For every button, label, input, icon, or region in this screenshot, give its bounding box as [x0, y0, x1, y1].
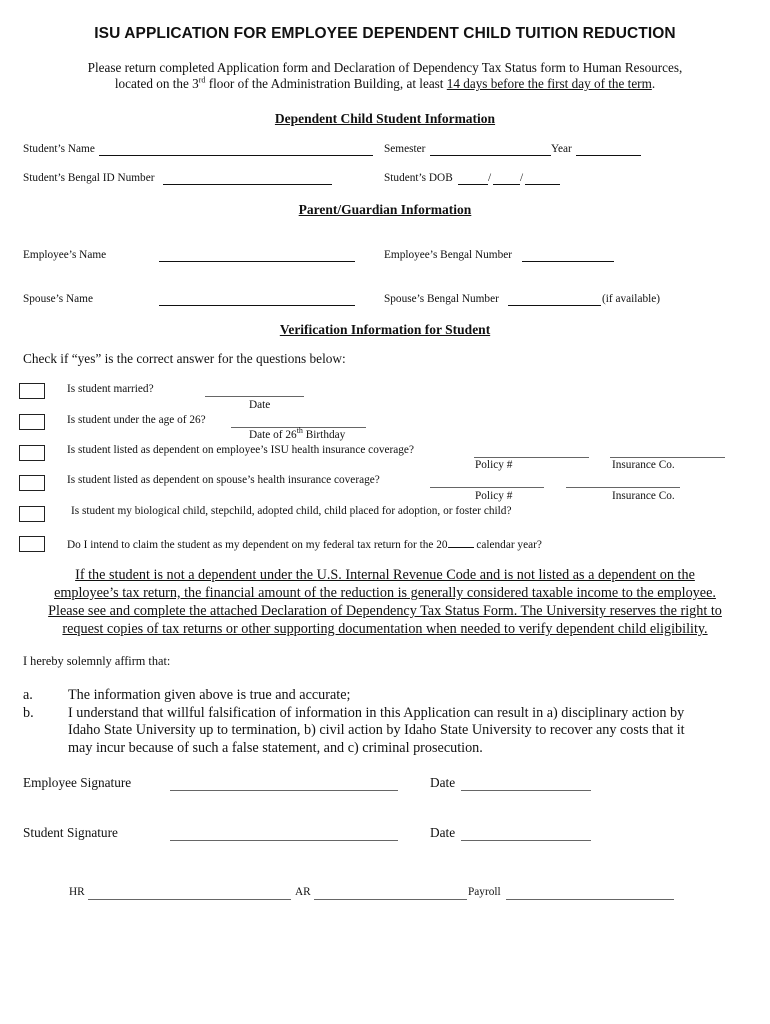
- section-parent-info: Parent/Guardian Information: [298, 202, 472, 217]
- married-date-caption: Date: [249, 399, 271, 411]
- employee-name-label: Employee’s Name: [23, 249, 107, 261]
- year-field[interactable]: [576, 155, 641, 156]
- employee-signature-field[interactable]: [170, 790, 398, 791]
- employee-bengal-field[interactable]: [522, 261, 614, 262]
- married-date-field[interactable]: [205, 396, 304, 397]
- spouse-insurance-checkbox[interactable]: [19, 475, 45, 491]
- affirm-intro: I hereby solemnly affirm that:: [23, 654, 171, 668]
- spouse-policy-field[interactable]: [430, 487, 544, 488]
- notice-line-2: employee’s tax return, the financial amount of the reduction is generally considered taxable income to the employee.: [54, 585, 716, 601]
- notice-line-4: request copies of tax returns or other supporting documentation when needed to verify dependent child eligibility.: [62, 621, 708, 637]
- section-verification: Verification Information for Student: [279, 322, 491, 337]
- payroll-field[interactable]: [506, 899, 674, 900]
- hr-field[interactable]: [88, 899, 291, 900]
- notice-line-1: If the student is not a dependent under the U.S. Internal Revenue Code and is not listed as a dependent on the: [75, 567, 695, 583]
- employee-insurance-checkbox[interactable]: [19, 445, 45, 461]
- year-label: Year: [551, 143, 572, 155]
- affirm-a-marker: a.: [23, 687, 33, 703]
- relationship-checkbox[interactable]: [19, 506, 45, 522]
- bengal-id-label: Student’s Bengal ID Number: [23, 172, 155, 184]
- tax-year-field[interactable]: [448, 536, 474, 548]
- employee-name-field[interactable]: [159, 261, 355, 262]
- affirm-a-text: The information given above is true and accurate;: [68, 687, 351, 703]
- q-spouse-insurance: Is student listed as dependent on spouse’s health insurance coverage?: [67, 474, 380, 486]
- intro-line-2: located on the 3rd floor of the Administration Building, at least 14 days before the first day of the term.: [114, 75, 656, 91]
- birthday-26-caption: Date of 26th Birthday: [249, 426, 346, 441]
- spouse-bengal-label: Spouse’s Bengal Number: [384, 293, 499, 305]
- student-name-label: Student’s Name: [23, 143, 95, 155]
- employee-policy-caption: Policy #: [475, 459, 513, 471]
- semester-field[interactable]: [430, 155, 551, 156]
- q-relationship: Is student my biological child, stepchild, adopted child, child placed for adoption, or foster child?: [71, 505, 512, 517]
- payroll-label: Payroll: [468, 886, 501, 898]
- q-employee-insurance: Is student listed as dependent on employee’s ISU health insurance coverage?: [67, 444, 414, 456]
- notice-line-3: Please see and complete the attached Declaration of Dependency Tax Status Form. The University reserves the right to: [48, 603, 722, 619]
- spouse-name-label: Spouse’s Name: [23, 293, 93, 305]
- employee-date-label: Date: [430, 775, 456, 790]
- spouse-insurance-co-caption: Insurance Co.: [612, 490, 675, 502]
- ar-field[interactable]: [314, 899, 467, 900]
- dob-year-field[interactable]: [525, 184, 560, 185]
- spouse-name-field[interactable]: [159, 305, 355, 306]
- affirm-b-marker: b.: [23, 705, 34, 721]
- married-checkbox[interactable]: [19, 383, 45, 399]
- student-name-field[interactable]: [99, 155, 373, 156]
- spouse-bengal-field[interactable]: [508, 305, 601, 306]
- employee-insurance-co-caption: Insurance Co.: [612, 459, 675, 471]
- student-date-field[interactable]: [461, 840, 591, 841]
- q-under-26: Is student under the age of 26?: [67, 414, 206, 426]
- q-married: Is student married?: [67, 383, 154, 395]
- if-available-note: (if available): [602, 293, 661, 305]
- spouse-policy-caption: Policy #: [475, 490, 513, 502]
- hr-label: HR: [69, 886, 85, 898]
- semester-label: Semester: [384, 143, 426, 155]
- under-26-checkbox[interactable]: [19, 414, 45, 430]
- employee-bengal-label: Employee’s Bengal Number: [384, 249, 512, 261]
- verification-instruction: Check if “yes” is the correct answer for the questions below:: [23, 351, 346, 366]
- affirm-b-line-2: Idaho State University up to termination, b) civil action by Idaho State University to recover any costs that it: [68, 722, 685, 738]
- q-tax-claim: Do I intend to claim the student as my dependent on my federal tax return for the 20 calendar year?: [67, 536, 542, 551]
- spouse-insurance-co-field[interactable]: [566, 487, 680, 488]
- dob-label: Student’s DOB: [384, 172, 453, 184]
- dob-separator-2: /: [520, 172, 524, 184]
- employee-policy-field[interactable]: [474, 457, 589, 458]
- student-signature-label: Student Signature: [23, 825, 118, 840]
- tax-claim-checkbox[interactable]: [19, 536, 45, 552]
- dob-day-field[interactable]: [493, 184, 520, 185]
- dob-separator-1: /: [488, 172, 492, 184]
- employee-insurance-co-field[interactable]: [610, 457, 725, 458]
- student-date-label: Date: [430, 825, 456, 840]
- affirm-b-line-3: may incur because of such a false statement, and c) criminal prosecution.: [68, 740, 483, 756]
- ar-label: AR: [295, 886, 311, 898]
- page-title: ISU APPLICATION FOR EMPLOYEE DEPENDENT CHILD TUITION REDUCTION: [94, 25, 676, 42]
- student-signature-field[interactable]: [170, 840, 398, 841]
- bengal-id-field[interactable]: [163, 184, 332, 185]
- employee-date-field[interactable]: [461, 790, 591, 791]
- dob-month-field[interactable]: [458, 184, 488, 185]
- employee-signature-label: Employee Signature: [23, 775, 132, 790]
- section-student-info: Dependent Child Student Information: [274, 111, 496, 126]
- affirm-b-line-1: I understand that willful falsification of information in this Application can result in a) disciplinary action by: [68, 705, 685, 721]
- intro-line-1: Please return completed Application form and Declaration of Dependency Tax Status form to Human Resources,: [87, 60, 683, 75]
